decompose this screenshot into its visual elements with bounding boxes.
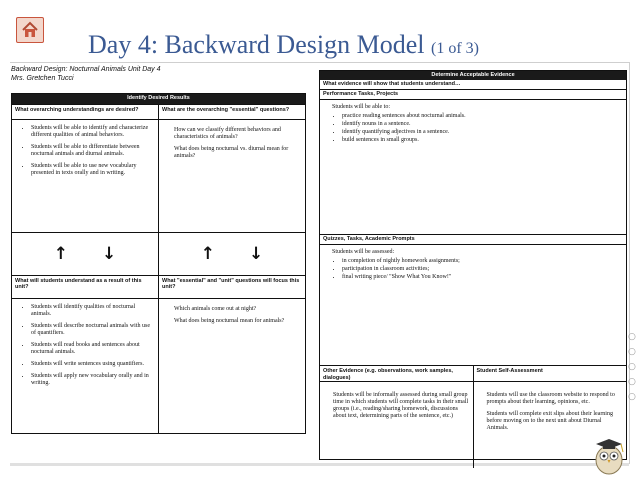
list-item: • Students will write sentences using quantifiers. xyxy=(31,361,155,368)
quizzes-label: Quizzes, Tasks, Academic Prompts xyxy=(320,235,626,245)
other-evidence-label: Other Evidence (e.g. observations, work samples, dialogues) xyxy=(323,368,453,381)
arrow-up-icon: ↑ xyxy=(53,244,69,264)
performance-section xyxy=(320,104,626,235)
list-item: • Students will read books and sentences about nocturnal animals. xyxy=(31,342,155,356)
slide-title-suffix: (1 of 3) xyxy=(430,40,479,57)
divider xyxy=(10,62,629,63)
self-assessment-text: Students will use the classroom website to respond to prompts about their learning, opinions, etc. xyxy=(486,392,615,405)
list-item: • Students will apply new vocabulary orally and in writing. xyxy=(31,373,155,387)
evidence-question: What evidence will show that students understand… xyxy=(320,80,626,90)
other-evidence-body xyxy=(320,382,626,468)
list-item: • Students will be able to use new vocabulary presented in texts orally and in writing. xyxy=(31,163,155,177)
slide-pager-dots: ○ ○ ○ ○ ○ xyxy=(628,332,636,402)
list-item: • Students will describe nocturnal animals with use of quantifiers. xyxy=(31,323,155,337)
doc-heading xyxy=(11,65,306,83)
arrow-down-icon: ↓ xyxy=(248,244,264,264)
list-item: What does being nocturnal vs. diurnal mean for animals? xyxy=(174,146,289,159)
quizzes-section xyxy=(320,249,626,366)
list-item: • identify quantifying adjectives in a sentence. xyxy=(342,129,626,136)
list-item: How can we classify different behaviors and characteristics of animals? xyxy=(174,127,281,140)
column-question: What will students understand as a result of this unit? xyxy=(12,276,159,299)
doc-author-line: Mrs. Gretchen Tucci xyxy=(11,75,74,82)
list-item: • participation in classroom activities; xyxy=(342,266,626,273)
list-item: • build sentences in small groups. xyxy=(342,137,626,144)
quizzes-lead: Students will be assessed: xyxy=(332,249,395,255)
list-item: • practice reading sentences about nocturnal animals. xyxy=(342,113,626,120)
desired-results-table xyxy=(11,93,306,434)
graduate-owl-icon xyxy=(588,432,630,476)
arrows-cell xyxy=(159,233,306,276)
slide-title xyxy=(88,30,479,60)
other-evidence-row xyxy=(320,366,626,382)
list-item: Which animals come out at night? xyxy=(174,306,257,312)
list-item: • final writing piece/ "Show What You Know!" xyxy=(342,274,626,281)
doc-heading-line: Backward Design: Nocturnal Animals Unit Day 4 xyxy=(11,66,161,73)
other-evidence-text: Students will be informally assessed during small group time in which students will complete tasks in their small groups (i.e., reading/sharing homework, discussions about text, determining parts of the sentence, etc.) xyxy=(333,392,469,419)
column-question: What overarching understandings are desired? xyxy=(12,105,159,120)
other-evidence-cell xyxy=(320,382,473,468)
home-icon xyxy=(21,21,39,39)
list-item: • Students will be able to identify and characterize different qualities of animal behaviors. xyxy=(31,125,155,139)
arrow-up-icon: ↑ xyxy=(200,244,216,264)
list-item: • Students will identify qualities of nocturnal animals. xyxy=(31,304,155,318)
right-document xyxy=(319,70,627,460)
home-button[interactable] xyxy=(16,17,44,43)
column-question: What are the overarching "essential" questions? xyxy=(159,105,306,120)
slide-title-main: Day 4: Backward Design Model xyxy=(88,30,425,59)
essential-questions-cell xyxy=(159,120,306,233)
list-item: • in completion of nightly homework assignments; xyxy=(342,258,626,265)
list-item: • Students will be able to differentiate between nocturnal animals and diurnal animals. xyxy=(31,144,155,158)
section-header: Identify Desired Results xyxy=(12,94,306,105)
self-assessment-label: Student Self-Assessment xyxy=(473,366,627,381)
performance-lead: Students will be able to: xyxy=(332,104,390,110)
arrow-down-icon: ↓ xyxy=(101,244,117,264)
performance-label: Performance Tasks, Projects xyxy=(320,90,626,100)
list-item: What does being nocturnal mean for animals? xyxy=(174,318,285,324)
unit-understandings-cell xyxy=(12,299,159,434)
understandings-cell xyxy=(12,120,159,233)
left-document xyxy=(11,65,306,463)
arrows-cell xyxy=(12,233,159,276)
self-assessment-text: Students will complete exit slips about their learning before moving on to the next unit about Diurnal Animals. xyxy=(486,411,613,431)
section-header: Determine Acceptable Evidence xyxy=(320,71,626,80)
column-question: What "essential" and "unit" questions will focus this unit? xyxy=(159,276,306,299)
unit-questions-cell xyxy=(159,299,306,434)
list-item: • identify nouns in a sentence. xyxy=(342,121,626,128)
